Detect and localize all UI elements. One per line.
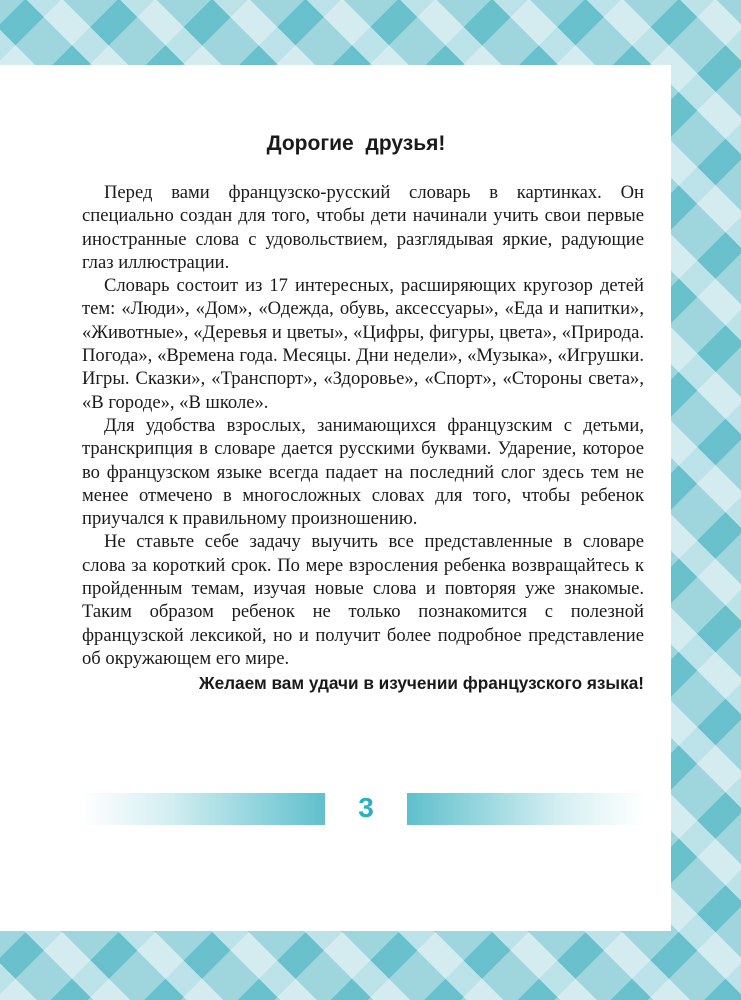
page-number: 3 xyxy=(358,792,374,823)
page-title: Дорогие друзья! xyxy=(266,132,446,155)
paragraph-advice: Не ставьте себе задачу выучить все представленные в словаре слова за короткий срок. По мере взросления ребенка возвращайтесь к пройденным темам, изучая новые слова и повторяя уже знакомые. Таким образом ребенок не только познакомится с полезной французской лексикой, но и получит более подробное представление об окружающем его мире. xyxy=(82,531,644,669)
paragraph-intro: Перед вами французско-русский словарь в картинках. Он специально создан для того, чтобы дети начинали учить свои первые иностранные слова с удовольствием, разглядывая яркие, радующие глаз иллюстрации. xyxy=(82,182,644,273)
paragraph-transcription: Для удобства взрослых, занимающихся французским с детьми, транскрипция в словаре дается русскими буквами. Ударение, которое во французском языке всегда падает на последний слог здесь тем не менее отмечено в многосложных словах для того, чтобы ребенок приучался к правильному произношению. xyxy=(82,414,644,530)
footer-bar-left xyxy=(82,793,325,825)
footer-bar-right xyxy=(407,793,644,825)
paragraph-topics: Словарь состоит из 17 интересных, расширяющих кругозор детей тем: «Люди», «Дом», «Одежда, обувь, аксессуары», «Еда и напитки», «Животные», «Деревья и цветы», «Цифры, фигуры, цвета», «Природа. Погода», «Времена года. Месяцы. Дни недели», «Музыка», «Игрушки. Игры. Сказки», «Транспорт», «Здоровье», «Спорт», «Стороны света», «В городе», «В школе». xyxy=(82,275,644,413)
closing-line: Желаем вам удачи в изучении французского языка! xyxy=(199,673,644,694)
body-text xyxy=(82,181,644,696)
